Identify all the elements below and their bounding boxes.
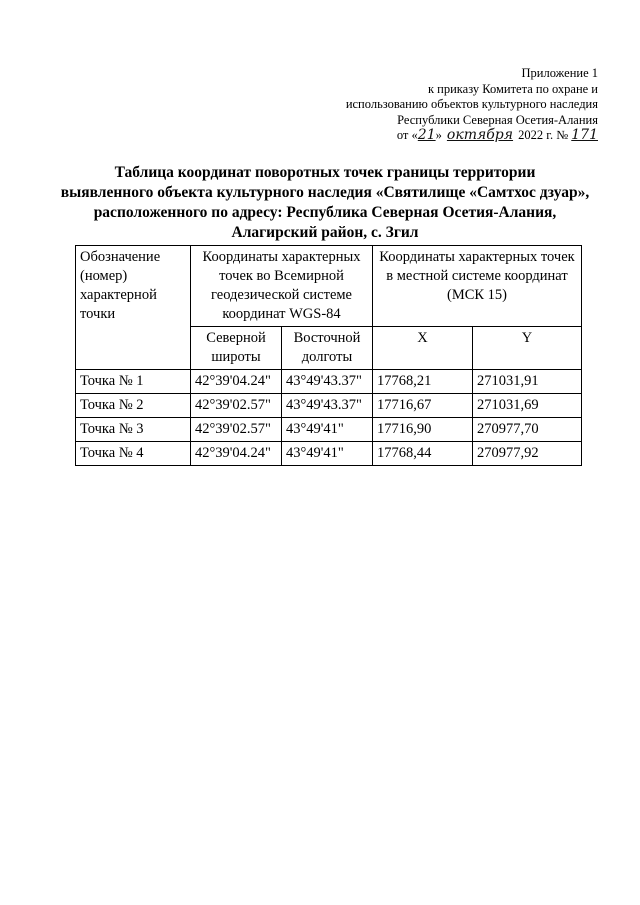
table-row (76, 394, 582, 418)
cell-point: Точка № 3 (76, 418, 191, 442)
table-row (76, 370, 582, 394)
handwritten-order-number: 171 (571, 127, 598, 143)
cell-x: 17716,67 (373, 394, 473, 418)
title-line-3: расположенного по адресу: Республика Северная Осетия-Алания, (93, 204, 557, 221)
cell-east: 43°49'41" (282, 418, 373, 442)
cell-x: 17768,44 (373, 442, 473, 466)
date-prefix: от « (396, 128, 418, 142)
header-east-longitude: Восточной долготы (282, 327, 373, 370)
header-x: X (373, 327, 473, 370)
cell-north: 42°39'04.24" (191, 442, 282, 466)
header-wgs84-group: Координаты характерных точек во Всемирной геодезической системе координат WGS-84 (191, 246, 373, 327)
cell-y: 271031,91 (473, 370, 582, 394)
appendix-line-3: использованию объектов культурного наследия (345, 97, 598, 111)
cell-north: 42°39'02.57" (191, 418, 282, 442)
table-row (76, 442, 582, 466)
title-line-4: Алагирский район, с. Згил (231, 224, 419, 241)
appendix-line-4: Республики Северная Осетия-Алания (397, 112, 598, 127)
header-designation: Обозначение (номер) характерной точки (76, 246, 191, 370)
document-title (60, 163, 590, 243)
cell-point: Точка № 1 (76, 370, 191, 394)
cell-east: 43°49'41" (282, 442, 373, 466)
header-north-latitude: Северной широты (191, 327, 282, 370)
cell-x: 17716,90 (373, 418, 473, 442)
cell-x: 17768,21 (373, 370, 473, 394)
cell-y: 270977,92 (473, 442, 582, 466)
coordinates-table (75, 245, 582, 466)
title-line-1: Таблица координат поворотных точек границы территории (114, 164, 536, 181)
table-row (76, 418, 582, 442)
cell-point: Точка № 4 (76, 442, 191, 466)
order-date-line (346, 128, 598, 144)
date-year: 2022 г. № (518, 128, 569, 142)
header-y: Y (473, 327, 582, 370)
cell-north: 42°39'02.57" (191, 394, 282, 418)
handwritten-day: 21 (417, 127, 436, 143)
appendix-line-1: Приложение 1 (521, 66, 598, 80)
table-header-row-1 (76, 246, 582, 327)
cell-east: 43°49'43.37" (282, 394, 373, 418)
date-separator: » (435, 128, 442, 142)
cell-y: 270977,70 (473, 418, 582, 442)
title-line-2: выявленного объекта культурного наследия «Святилище «Самтхос дзуар», (60, 184, 590, 201)
header-msk15-group: Координаты характерных точек в местной системе координат (МСК 15) (373, 246, 582, 327)
cell-y: 271031,69 (473, 394, 582, 418)
cell-point: Точка № 2 (76, 394, 191, 418)
appendix-line-2: к приказу Комитета по охране и (427, 81, 598, 96)
appendix-block (346, 66, 598, 144)
handwritten-month: октября (446, 127, 514, 143)
cell-east: 43°49'43.37" (282, 370, 373, 394)
cell-north: 42°39'04.24" (191, 370, 282, 394)
